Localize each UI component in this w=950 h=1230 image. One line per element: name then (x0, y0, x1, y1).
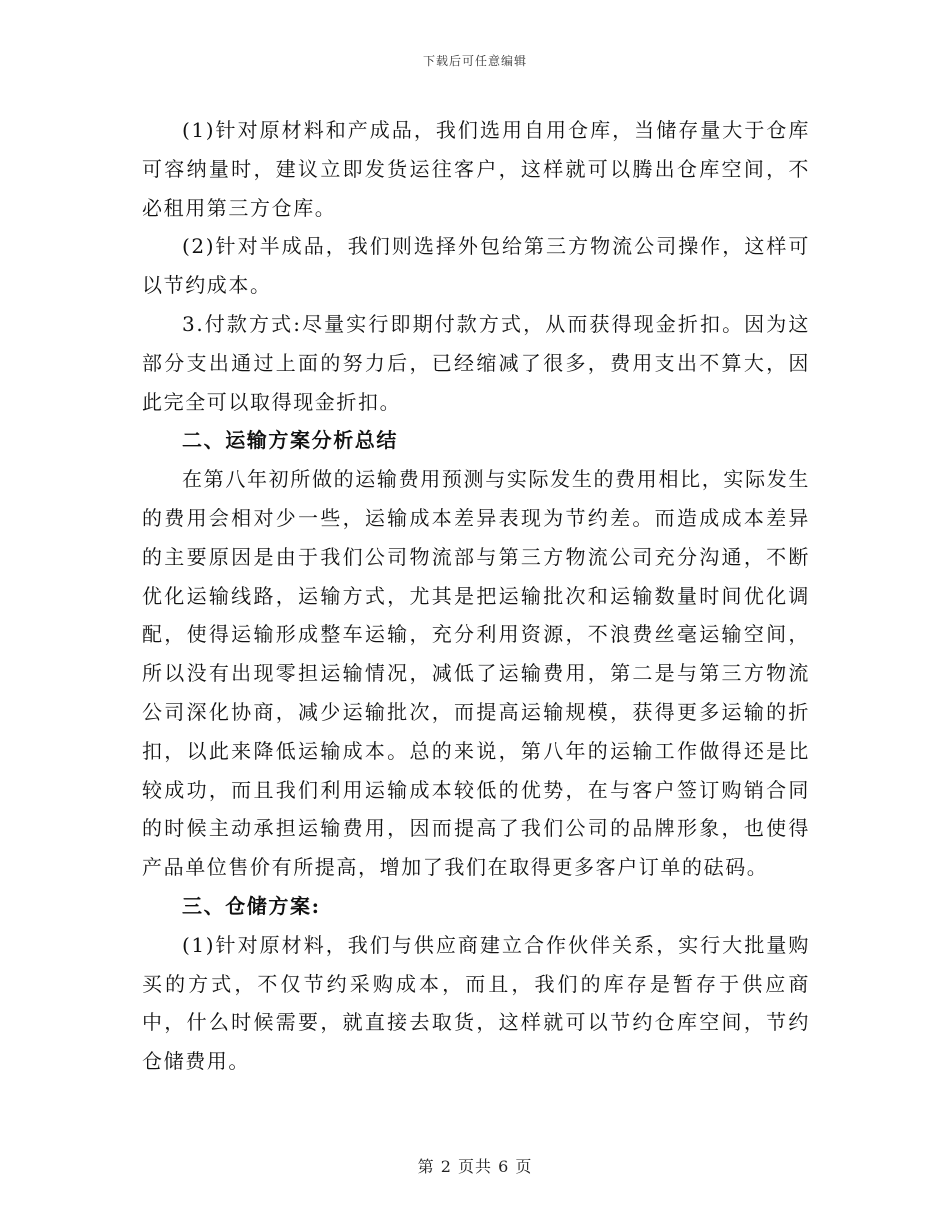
paragraph-payment-method: 3.付款方式:尽量实行即期付款方式，从而获得现金折扣。因为这部分支出通过上面的努力后，已经缩减了很多，费用支出不算大，因此完全可以取得现金折扣。 (142, 311, 810, 414)
page-number: 第 2 页共 6 页 (417, 1157, 533, 1176)
paragraph-raw-materials-storage: (1)针对原材料和产成品，我们选用自用仓库，当储存量大于仓库可容纳量时，建议立即发货运往客户，这样就可以腾出仓库空间，不必租用第三方仓库。 (142, 118, 810, 220)
page-header: 下载后可任意编辑 (422, 54, 527, 68)
section-heading-storage-plan: 三、仓储方案: (182, 893, 321, 918)
section-heading-transport-summary: 二、运输方案分析总结 (182, 428, 398, 453)
paragraph-supplier-partnership: (1)针对原材料，我们与供应商建立合作伙伴关系，实行大批量购买的方式，不仅节约采购成本，而且，我们的库存是暂存于供应商中，什么时候需要，就直接去取货，这样就可以节约仓库空间，节约仓储费用。 (142, 932, 810, 1074)
paragraph-semi-finished-outsourcing: (2)针对半成品，我们则选择外包给第三方物流公司操作，这样可以节约成本。 (142, 234, 810, 298)
document-body (142, 111, 810, 1081)
paragraph-transport-analysis: 在第八年初所做的运输费用预测与实际发生的费用相比，实际发生的费用会相对少一些，运输成本差异表现为节约差。而造成成本差异的主要原因是由于我们公司物流部与第三方物流公司充分沟通，不断优化运输线路，运输方式，尤其是把运输批次和运输数量时间优化调配，使得运输形成整车运输，充分利用资源，不浪费丝毫运输空间，所以没有出现零担运输情况，减低了运输费用，第二是与第三方物流公司深化协商，减少运输批次，而提高运输规模，获得更多运输的折扣，以此来降低运输成本。总的来说，第八年的运输工作做得还是比较成功，而且我们利用运输成本较低的优势，在与客户签订购销合同的时候主动承担运输费用，因而提高了我们公司的品牌形象，也使得产品单位售价有所提高，增加了我们在取得更多客户订单的砝码。 (142, 467, 810, 880)
